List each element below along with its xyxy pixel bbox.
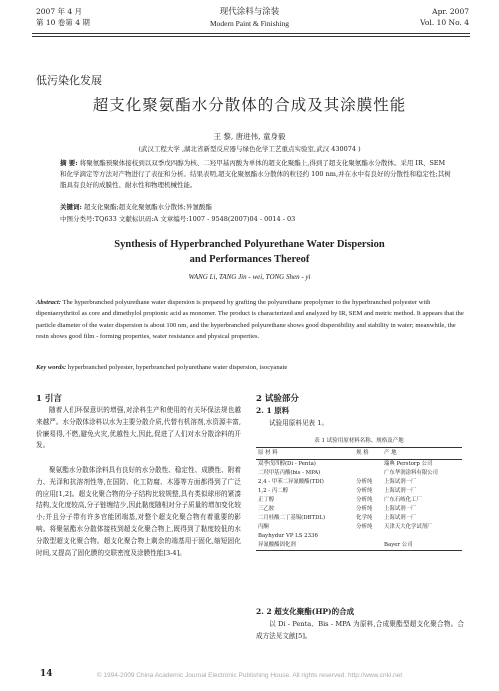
- header-issue-cn: 第 10 卷第 4 期: [36, 18, 90, 27]
- table-row: [256, 505, 462, 514]
- header-issue-en: Vol. 10 No. 4: [420, 18, 469, 27]
- table-row: [256, 514, 462, 523]
- table-row: [256, 460, 462, 470]
- header-right: [420, 6, 469, 28]
- table-cell: [354, 532, 382, 541]
- copyright-footer: © 1994-2009 China Academic Journal Electronic Publishing House. All rights reserved. http://www.cnki.net: [96, 672, 403, 679]
- table-cell: 异氰酸酯固化剂: [256, 541, 354, 551]
- table-cell: [354, 541, 382, 551]
- table-header-row: [256, 448, 462, 460]
- keywords-cn-text: 超支化聚酯;超支化聚氨酯水分散体;异氰酸酯: [83, 203, 212, 211]
- keywords-en-text: hyperbranched polyester, hyperbranched polyurethane water dispersion, isocyanate: [66, 364, 288, 371]
- table-cell: 丙酮: [258, 524, 269, 530]
- table-cell: 分析纯: [356, 488, 373, 494]
- table-cell: 广东石岐化工厂: [384, 497, 422, 503]
- keywords-en-label: Key words:: [36, 364, 67, 371]
- english-title-line2: and Performances Thereof: [189, 254, 310, 265]
- authors: 王 黎, 唐进伟, 童身毅: [213, 132, 286, 141]
- table-cell: 双季戊四醇(Di - Penta): [258, 461, 316, 467]
- keywords-cn-label: 关键词:: [60, 203, 82, 211]
- table-row: [256, 478, 462, 487]
- table-cell: 1,2 - 丙二醇: [258, 488, 288, 494]
- section-label: 低污染化发展: [36, 74, 102, 87]
- keywords-cn: [60, 202, 452, 213]
- abstract-cn-text: 将聚氨酯预聚体接枝到以双季戊四醇为核、二羟甲基丙酸为单体的超支化聚酯上,得到了超支化聚氨酯水分散体。采用 IR、SEM 和化学滴定等方法对产物进行了表征和分析。结果表明,超支化聚氨酯水分散体的粒径约 100 nm,并在水中有良好的分散性和稳定性;其树脂具有良好的成膜性、耐水性和物理机械性能。: [60, 159, 451, 189]
- affiliation: (武汉工程大学 ,湖北省新型反应器与绿色化学工艺重点实验室,武汉 430074 ): [138, 145, 361, 153]
- abstract-cn: [60, 158, 452, 191]
- table-cell: 化学纯: [356, 515, 373, 521]
- table-cell: Bayhydur VP LS 2336: [258, 533, 318, 539]
- table-header-cell: 规 格: [354, 448, 382, 460]
- table-row: [256, 487, 462, 496]
- table-row: [256, 496, 462, 505]
- table-cell: [354, 460, 382, 470]
- table-row: [256, 523, 462, 532]
- abstract-cn-label: 摘 要:: [60, 159, 78, 167]
- english-title-line1: Synthesis of Hyperbranched Polyurethane Water Dispersion: [114, 239, 385, 250]
- table-cell: Bayer 公司: [382, 541, 462, 551]
- table-cell: 分析纯: [356, 524, 373, 530]
- table-cell: 上海试剂一厂: [384, 488, 417, 494]
- table-cell: 2,4 - 甲苯二异氰酸酯(TDI): [258, 479, 324, 485]
- header-rule-top: [32, 33, 470, 34]
- paper-title: 超支化聚氨酯水分散体的合成及其涂膜性能: [92, 96, 407, 114]
- sec1-paragraph-1: 随着人们环保意识的增强,对涂料生产和使用的有关环保法规也越来越严。水分散体涂料以水为主要分散介质,代替有机溶剂,水资源丰富,价廉易得,不燃,避免火灾,优越性大,因此,促进了人们对水分散涂料的开发。: [36, 406, 241, 450]
- table-caption: 表 1 试验用原材料名称、规格及产地: [314, 438, 404, 444]
- table-header-cell: 原 材 料: [256, 448, 354, 460]
- english-authors: WANG Li, TANG Jin - wei, TONG Shen - yi: [188, 273, 311, 281]
- abstract-en-label: Abstract:: [36, 299, 61, 306]
- table-cell: 上海试剂一厂: [384, 506, 417, 512]
- table-cell: 分析纯: [356, 506, 373, 512]
- journal-name-en: Modern Paint & Finishing: [210, 19, 289, 28]
- table-row: [256, 541, 462, 551]
- sec1-heading: 1 引言: [36, 394, 62, 404]
- table-cell: 天津天大化学试剂厂: [384, 524, 433, 530]
- table-cell: 上海试剂一厂: [384, 479, 417, 485]
- table-cell: 上海试剂一厂: [384, 515, 417, 521]
- table-row: [256, 532, 462, 541]
- table-cell: 二月桂酸二丁基锡(DBTDL): [258, 515, 326, 521]
- sec2-heading: 2 试验部分: [256, 394, 299, 404]
- header-date-en: Apr. 2007: [432, 7, 469, 16]
- abstract-en-text: The hyperbranched polyurethane water dispersion is prepared by grafting the polyurethane prepolymer to the hyperbranched polyester with dipentaerythritol as core and dimethylol propionic acid as monomer. The product is characterized and analyzed by IR, SEM and metric method. It appears that the particle diameter of the water dispersion is about 100 nm, and the hyperbranched polyurethane shows good dispersibility and stability in water; meanwhile, the resin shows good film - forming properties, water resistance and physical properties.: [36, 299, 464, 341]
- journal-name-cn: 现代涂料与涂装: [219, 7, 280, 17]
- table-cell: 分析纯: [356, 497, 373, 503]
- sec2-2-text: 以 Di - Penta、Bis - MPA 为原料,合成聚酯型超支化聚合物。合成方法见文献[5]。: [256, 620, 464, 640]
- table-cell: 分析纯: [356, 479, 373, 485]
- table-cell: 三乙胺: [258, 506, 275, 512]
- table-header-cell: 产 地: [382, 448, 462, 460]
- table-cell: 广东华润涂料有限公司: [384, 470, 438, 476]
- table-cell: [354, 469, 382, 478]
- keywords-en: [36, 364, 464, 371]
- header-rule-bottom: [32, 36, 470, 37]
- sec2-1-text: 试验用原料见表 1。: [269, 419, 329, 427]
- header-date-cn: 2007 年 4 月: [36, 7, 83, 16]
- page-number: 14: [40, 669, 53, 679]
- running-header: [0, 6, 499, 54]
- table-row: [256, 469, 462, 478]
- english-title: [0, 237, 499, 267]
- materials-table: [256, 447, 462, 551]
- classification-meta: 中图分类号:TQ633 文献标识码:A 文章编号:1007 - 9548(2007)04 - 0014 - 03: [60, 215, 296, 223]
- sec2-2-heading: 2. 2 超支化聚酯(HP)的合成: [256, 607, 355, 616]
- table-cell: 瑞典 Perstorp 公司: [384, 461, 433, 467]
- table-cell: [382, 532, 462, 541]
- sec2-1-heading: 2. 1 原料: [256, 406, 290, 415]
- sec1-paragraph-2: 聚氨酯水分散体涂料具有良好的水分散性、稳定性、成膜性、附着力、光泽和抗溶剂性等,在国防、化工防腐、木器等方面都得到了广泛的应用[1,2]。超支化聚合物的分子结构比较规整,具有类似球形的紧凑结构,支化度较高,分子链缠结少,因此黏度随相对分子质量的增加变化较小;并且分子带有许多官能团端基,对整个超支化聚合物有着重要的影响。将聚氨酯水分散体接枝到超支化聚合物上,既得到了黏度较低的水分散型超支化聚合物。超支化聚合物上剩余的端基用于固化,缩短固化时间,又提高了固化膜的交联密度及涂膜性能[3-4]。: [36, 466, 241, 557]
- table-cell: 二羟甲基丙酸(bis - MPA): [258, 470, 321, 476]
- table-cell: 正丁醇: [258, 497, 275, 503]
- abstract-en: [36, 297, 464, 343]
